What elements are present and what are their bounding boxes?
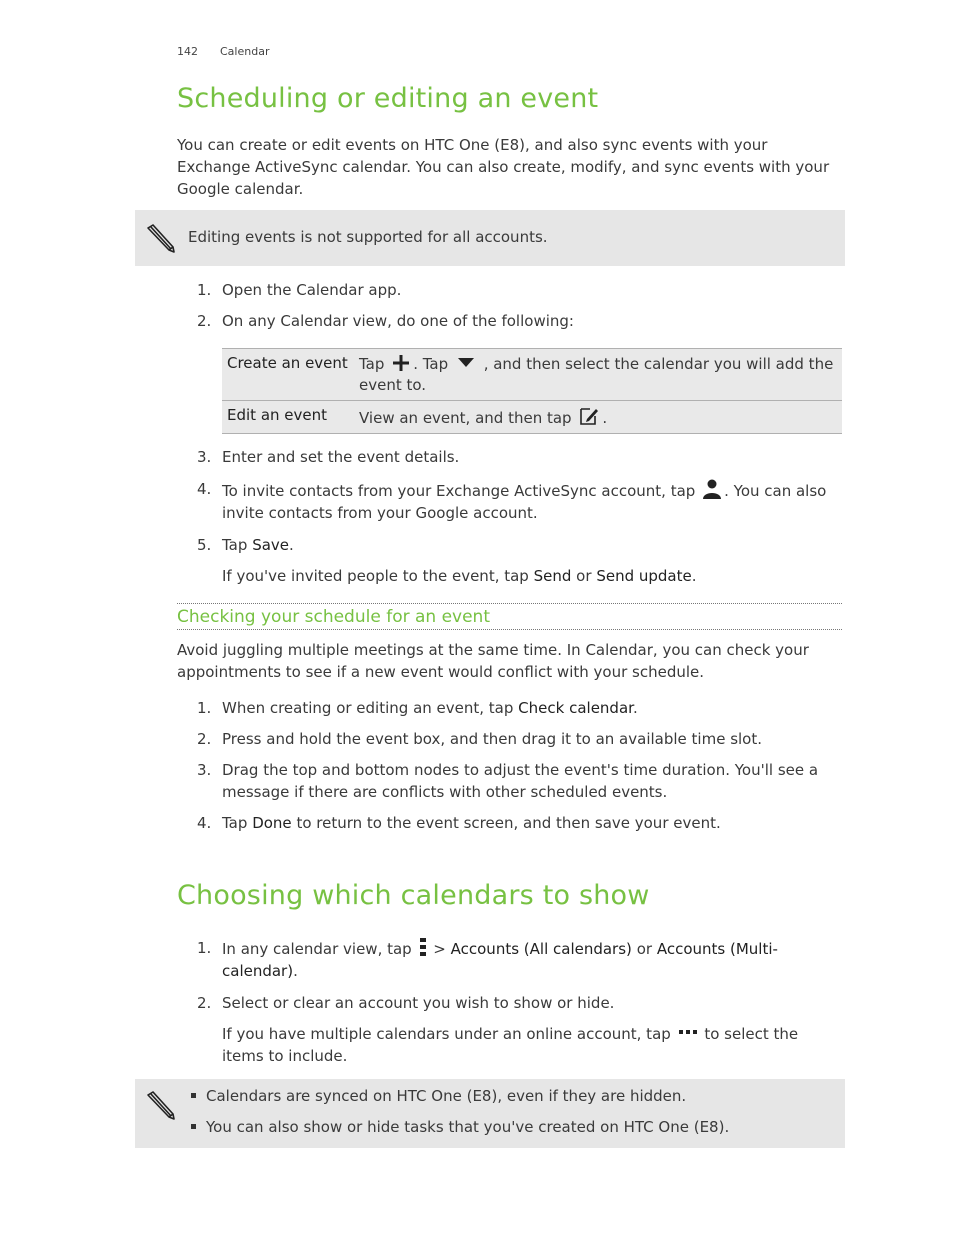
list-item-subtext: If you've invited people to the event, tap Send or Send update. <box>222 567 697 585</box>
more-vertical-icon <box>419 937 427 957</box>
table-row <box>222 401 842 434</box>
options-table <box>222 348 842 434</box>
person-icon <box>702 478 722 500</box>
table-cell-key: Create an event <box>222 349 354 401</box>
list-item: 2. Select or clear an account you wish to show or hide. <box>197 994 615 1012</box>
page-header <box>177 45 269 58</box>
section-label: Calendar <box>220 45 270 58</box>
list-item: 2. Press and hold the event box, and then drag it to an available time slot. <box>197 730 762 748</box>
section-title-calendars: Choosing which calendars to show <box>177 880 650 911</box>
note-text: Editing events is not supported for all accounts. <box>188 228 548 246</box>
list-item: 1. When creating or editing an event, tap Check calendar. <box>197 699 638 717</box>
edit-pencil-icon <box>578 405 600 427</box>
table-cell-value: Tap . Tap , and then select the calendar you will add the event to. <box>354 349 842 401</box>
table-cell-value: View an event, and then tap . <box>354 401 842 434</box>
list-item: 3. Drag the top and bottom nodes to adjust the event's time duration. You'll see a message if there are conflicts with other scheduled events. <box>197 761 819 801</box>
note-box <box>135 210 845 266</box>
note-bullets <box>190 1085 729 1138</box>
list-item: 1. Open the Calendar app. <box>197 281 402 299</box>
intro-paragraph: You can create or edit events on HTC One (E8), and also sync events with your Exchange ActiveSync calendar. You can also create, modify, and sync events with your Google calendar. <box>177 136 830 198</box>
note-box-2 <box>135 1079 845 1148</box>
pencil-icon <box>144 222 176 254</box>
steps-list-1 <box>192 279 842 332</box>
list-item: 5. Tap Save. <box>197 536 294 554</box>
triangle-down-icon <box>455 355 477 369</box>
list-item: 3. Enter and set the event details. <box>197 448 460 466</box>
list-item: 4. To invite contacts from your Exchange ActiveSync account, tap . You can also invite contacts from your Google account. <box>197 480 827 522</box>
subsection-title: Checking your schedule for an event <box>177 603 842 630</box>
page-number: 142 <box>177 45 198 58</box>
table-row <box>222 349 842 401</box>
pencil-icon <box>144 1089 176 1121</box>
list-item: 1. In any calendar view, tap > Accounts (All calendars) or Accounts (Multi-calendar). <box>197 939 778 980</box>
list-item: 4. Tap Done to return to the event screen, and then save your event. <box>197 814 721 832</box>
section-title-scheduling: Scheduling or editing an event <box>177 83 599 114</box>
more-horizontal-icon <box>678 1028 698 1036</box>
list-item-subtext: If you have multiple calendars under an online account, tap to select the items to include. <box>222 1025 799 1065</box>
steps-list-1b <box>192 446 842 587</box>
plus-icon <box>391 353 411 373</box>
steps-list-2 <box>192 697 842 834</box>
table-cell-key: Edit an event <box>222 401 354 434</box>
list-item: Calendars are synced on HTC One (E8), even if they are hidden. <box>190 1085 729 1107</box>
subsection-intro: Avoid juggling multiple meetings at the same time. In Calendar, you can check your appointments to see if a new event would conflict with your schedule. <box>177 641 809 681</box>
steps-list-3 <box>192 937 842 1067</box>
list-item: 2. On any Calendar view, do one of the following: <box>197 312 574 330</box>
list-item: You can also show or hide tasks that you've created on HTC One (E8). <box>190 1116 729 1138</box>
